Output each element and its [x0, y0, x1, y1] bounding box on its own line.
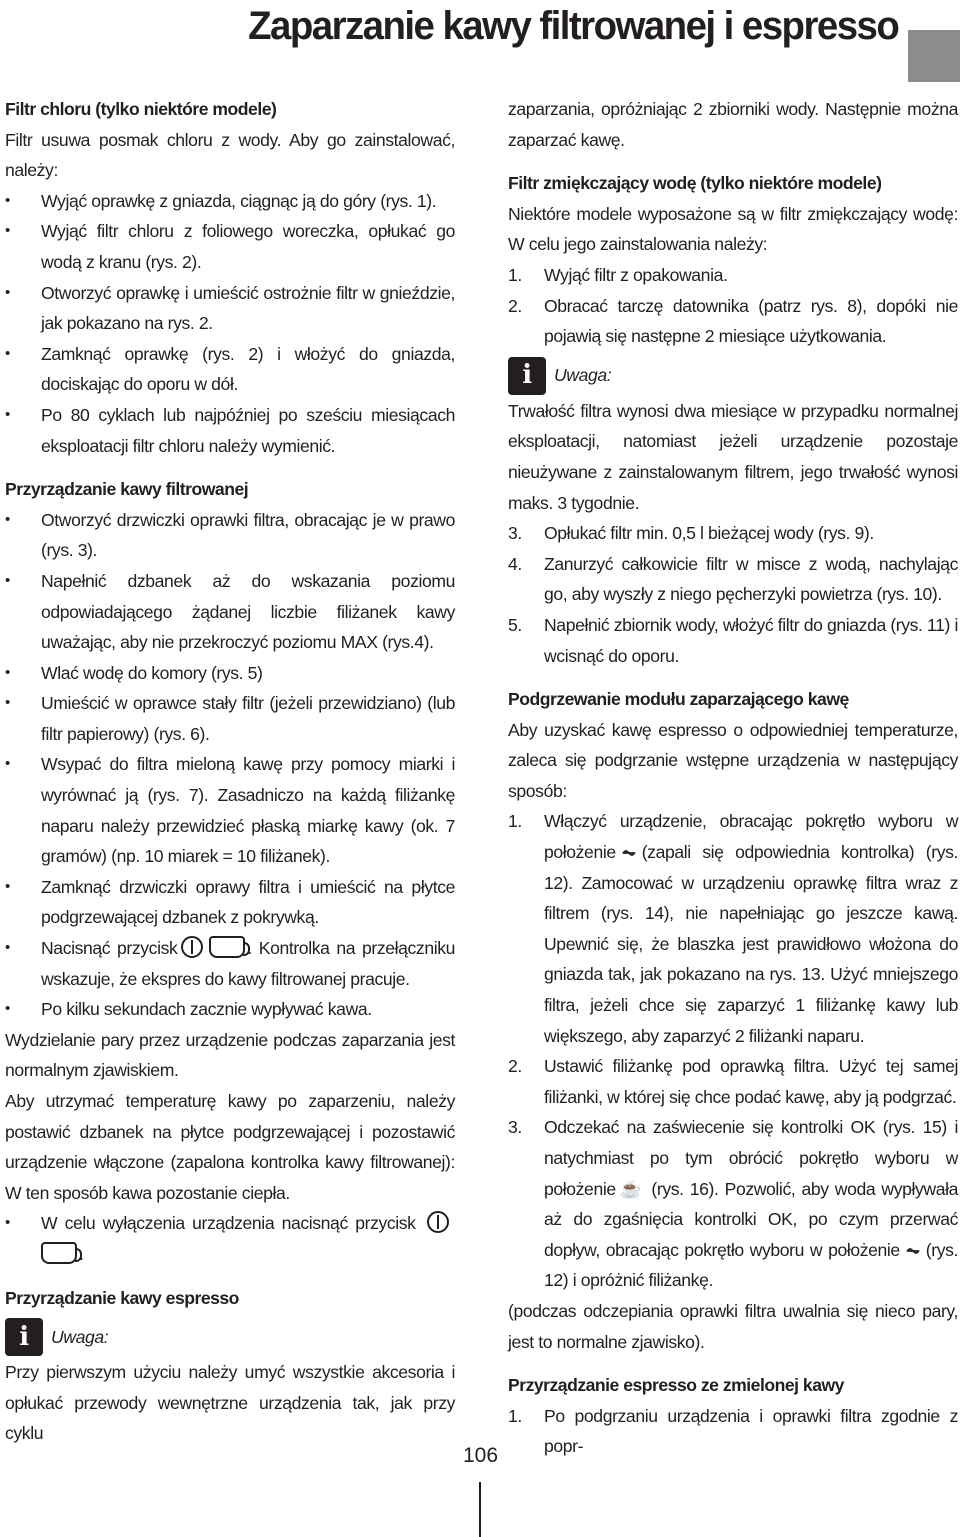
- chlorine-filter-heading: Filtr chloru (tylko niektóre modele): [5, 99, 277, 119]
- press-text-before: Nacisnąć przycisk: [41, 938, 178, 959]
- ground-coffee-heading: Przyrządzanie espresso ze zmielonej kawy: [508, 1375, 844, 1396]
- step-number: 1.: [508, 1405, 522, 1426]
- preheat-steps: [508, 806, 958, 1296]
- steam-position-icon: ⏦: [621, 842, 636, 863]
- list-item: • Wlać wodę do komory (rys. 5): [5, 658, 455, 689]
- off-text-before: W celu wyłączenia urządzenia nacisnąć przycisk: [41, 1213, 416, 1234]
- step-text: Obracać tarczę datownika (patrz rys. 8), dopóki nie pojawią się następne 2 miesiące użytkowania.: [544, 295, 958, 347]
- preheat-aside: (podczas odczepiania oprawki filtra uwalnia się nieco pary, jest to normalne zjawisko).: [508, 1300, 958, 1352]
- step-text: (zapali się odpowiednia kontrolka) (rys. 12). Zamocować w urządzeniu oprawkę filtra wraz z filtrem (rys. 14), nie napełniając go jeszcze kawą. Upewnić się, że blaszka jest prawidłowo włożona do gniazda tak, jak pokazano na rys. 13. Użyć mniejszego filtra, jeżeli chce się zaparzyć 1 filiżankę kawy lub większego, aby zaparzyć 2 filiżanki naparu.: [544, 842, 958, 1046]
- step-text: Opłukać filtr min. 0,5 l bieżącej wody (rys. 9).: [544, 523, 874, 544]
- step-text: Włączyć urządzenie, obracając pokrętło wyboru w położenie: [544, 811, 958, 863]
- preheat-heading: Podgrzewanie modułu zaparzającego kawę: [508, 689, 849, 710]
- list-item: [508, 518, 958, 549]
- list-item: [508, 806, 958, 1051]
- note-label: Uwaga:: [554, 365, 612, 386]
- note-label: Uwaga:: [51, 1326, 109, 1347]
- list-item: [508, 260, 958, 291]
- step-number: 2.: [508, 1056, 522, 1077]
- list-item: [508, 1051, 958, 1112]
- press-text-after: . Kontrolka na przełączniku wskazuje, że ekspres do kawy filtrowanej pracuje.: [41, 938, 455, 989]
- list-item: • Wsypać do filtra mieloną kawę przy pomocy miarki i wyrównać ją (rys. 7). Zasadniczo na każdą filiżankę naparu należy przewidzieć płaską miarkę kawy (ok. 7 gramów) (np. 10 miarek = 10 filiżanek).: [5, 749, 455, 871]
- softener-note-text: Trwałość filtra wynosi dwa miesiące w przypadku normalnej eksploatacji, natomiast jeżeli urządzenie pozostaje nieużywane z zainstalowanym filtrem, jego trwałość wynosi maks. 3 tygodnie.: [508, 400, 958, 513]
- softener-steps-a: [508, 260, 958, 352]
- steam-position-icon: ⏦: [905, 1239, 920, 1260]
- list-item: [508, 1401, 958, 1462]
- softener-note: [508, 356, 958, 396]
- list-item: [5, 1208, 455, 1269]
- list-item: [508, 549, 958, 610]
- step-number: 5.: [508, 614, 522, 635]
- step-text: Napełnić zbiornik wody, włożyć filtr do gniazda (rys. 11) i wcisnąć do oporu.: [544, 614, 958, 666]
- list-item: • Otworzyć oprawkę i umieścić ostrożnie filtr w gnieździe, jak pokazano na rys. 2.: [5, 278, 455, 339]
- page-number: 106: [463, 1444, 499, 1467]
- step-number: 1.: [508, 811, 522, 832]
- step-text: Odczekać na zaświecenie się kontrolki OK (rys. 15) i natychmiast po tym obrócić pokrętło wyboru w położenie: [544, 1117, 958, 1199]
- filtered-coffee-list: [5, 505, 455, 1025]
- keep-warm-text: Aby utrzymać temperaturę kawy po zaparzeniu, należy postawić dzbanek na płytce podgrzewającej i pozostawić urządzenie włączone (zapalona kontrolka kawy filtrowanej): W ten sposób kawa pozostanie ciepła.: [5, 1091, 455, 1203]
- chlorine-filter-intro: Filtr usuwa posmak chloru z wody. Aby go zainstalować, należy:: [5, 129, 455, 181]
- preheat-intro: Aby uzyskać kawę espresso o odpowiedniej temperaturze, zaleca się podgrzanie wstępne urządzenia w następujący sposób:: [508, 719, 958, 801]
- step-text: Po podgrzaniu urządzenia i oprawki filtra zgodnie z popr-: [544, 1405, 958, 1457]
- espresso-position-icon: ☕: [619, 1178, 642, 1199]
- espresso-heading: Przyrządzanie kawy espresso: [5, 1287, 239, 1308]
- softener-intro: Niektóre modele wyposażone są w filtr zmiękczający wodę: W celu jego zainstalowania należy:: [508, 203, 958, 255]
- list-item: • Po kilku sekundach zacznie wypływać kawa.: [5, 994, 455, 1025]
- list-item: • Wyjąć filtr chloru z foliowego woreczka, opłukać go wodą z kranu (rys. 2).: [5, 216, 455, 277]
- step-number: 3.: [508, 1117, 522, 1138]
- list-item: [508, 1112, 958, 1296]
- page-divider: [479, 1482, 481, 1537]
- espresso-text: Przy pierwszym użyciu należy umyć wszystkie akcesoria i opłukać przewody wewnętrzne urządzenia tak, jak przy cyklu: [5, 1362, 455, 1444]
- list-item: [508, 610, 958, 671]
- step-text: (rys. 12) i opróżnić filiżankę.: [544, 1239, 958, 1291]
- list-item: • Zamknąć oprawkę (rys. 2) i włożyć do gniazda, dociskając do oporu w dół.: [5, 339, 455, 400]
- list-item: • Otworzyć drzwiczki oprawki filtra, obracając je w prawo (rys. 3).: [5, 505, 455, 566]
- list-item: • Zamknąć drzwiczki oprawy filtra i umieścić na płytce podgrzewającej dzbanek z pokrywką.: [5, 872, 455, 933]
- espresso-note: [5, 1317, 455, 1357]
- list-item: • Po 80 cyklach lub najpóźniej po sześciu miesiącach eksploatacji filtr chloru należy wymienić.: [5, 400, 455, 461]
- right-column: [508, 94, 958, 1462]
- step-text: Ustawić filiżankę pod oprawką filtra. Użyć tej samej filiżanki, w której się chce podać kawę, aby ją podgrzać.: [544, 1056, 958, 1107]
- list-item: • Napełnić dzbanek aż do wskazania poziomu odpowiadającego żądanej liczbie filiżanek kawy uważając, aby nie przekroczyć poziomu MAX (rys.4).: [5, 566, 455, 658]
- list-item: [508, 291, 958, 352]
- list-item: [5, 933, 455, 994]
- ground-coffee-steps: [508, 1401, 958, 1462]
- step-text: Wyjąć filtr z opakowania.: [544, 264, 728, 285]
- step-number: 2.: [508, 295, 522, 316]
- power-symbol-icon: [181, 936, 203, 958]
- left-column: [5, 94, 455, 1449]
- filter-coffee-symbol-icon: [209, 936, 245, 958]
- filter-coffee-symbol-icon: [41, 1242, 77, 1264]
- switch-off-list: [5, 1208, 455, 1269]
- list-item: • Umieścić w oprawce stały filtr (jeżeli przewidziano) (lub filtr papierowy) (rys. 6).: [5, 688, 455, 749]
- step-text: (rys. 16). Pozwolić, aby woda wypływała aż do zgaśnięcia kontrolki OK, po czym przerwać dopływ, obracając pokrętło wyboru w położenie: [544, 1178, 958, 1260]
- filtered-coffee-heading: Przyrządzanie kawy filtrowanej: [5, 479, 249, 500]
- corner-tab: [908, 30, 960, 82]
- step-text: Zanurzyć całkowicie filtr w misce z wodą, nachylając go, aby wyszły z niego pęcherzyki powietrza (rys. 10).: [544, 553, 958, 605]
- list-item: • Wyjąć oprawkę z gniazda, ciągnąc ją do góry (rys. 1).: [5, 186, 455, 217]
- chlorine-filter-list: [5, 186, 455, 461]
- info-icon: i: [508, 357, 546, 395]
- continued-text: zaparzania, opróżniając 2 zbiorniki wody. Następnie można zaparzać kawę.: [508, 99, 958, 150]
- page-title: Zaparzanie kawy filtrowanej i espresso: [247, 4, 898, 48]
- off-text-after: .: [79, 1243, 84, 1264]
- step-number: 4.: [508, 553, 522, 574]
- info-icon: i: [5, 1318, 43, 1356]
- steam-note: Wydzielanie pary przez urządzenie podczas zaparzania jest normalnym zjawiskiem.: [5, 1029, 455, 1081]
- softener-heading: Filtr zmiękczający wodę (tylko niektóre modele): [508, 173, 882, 194]
- softener-steps-b: [508, 518, 958, 671]
- power-symbol-icon: [427, 1211, 449, 1233]
- step-number: 1.: [508, 264, 522, 285]
- step-number: 3.: [508, 523, 522, 544]
